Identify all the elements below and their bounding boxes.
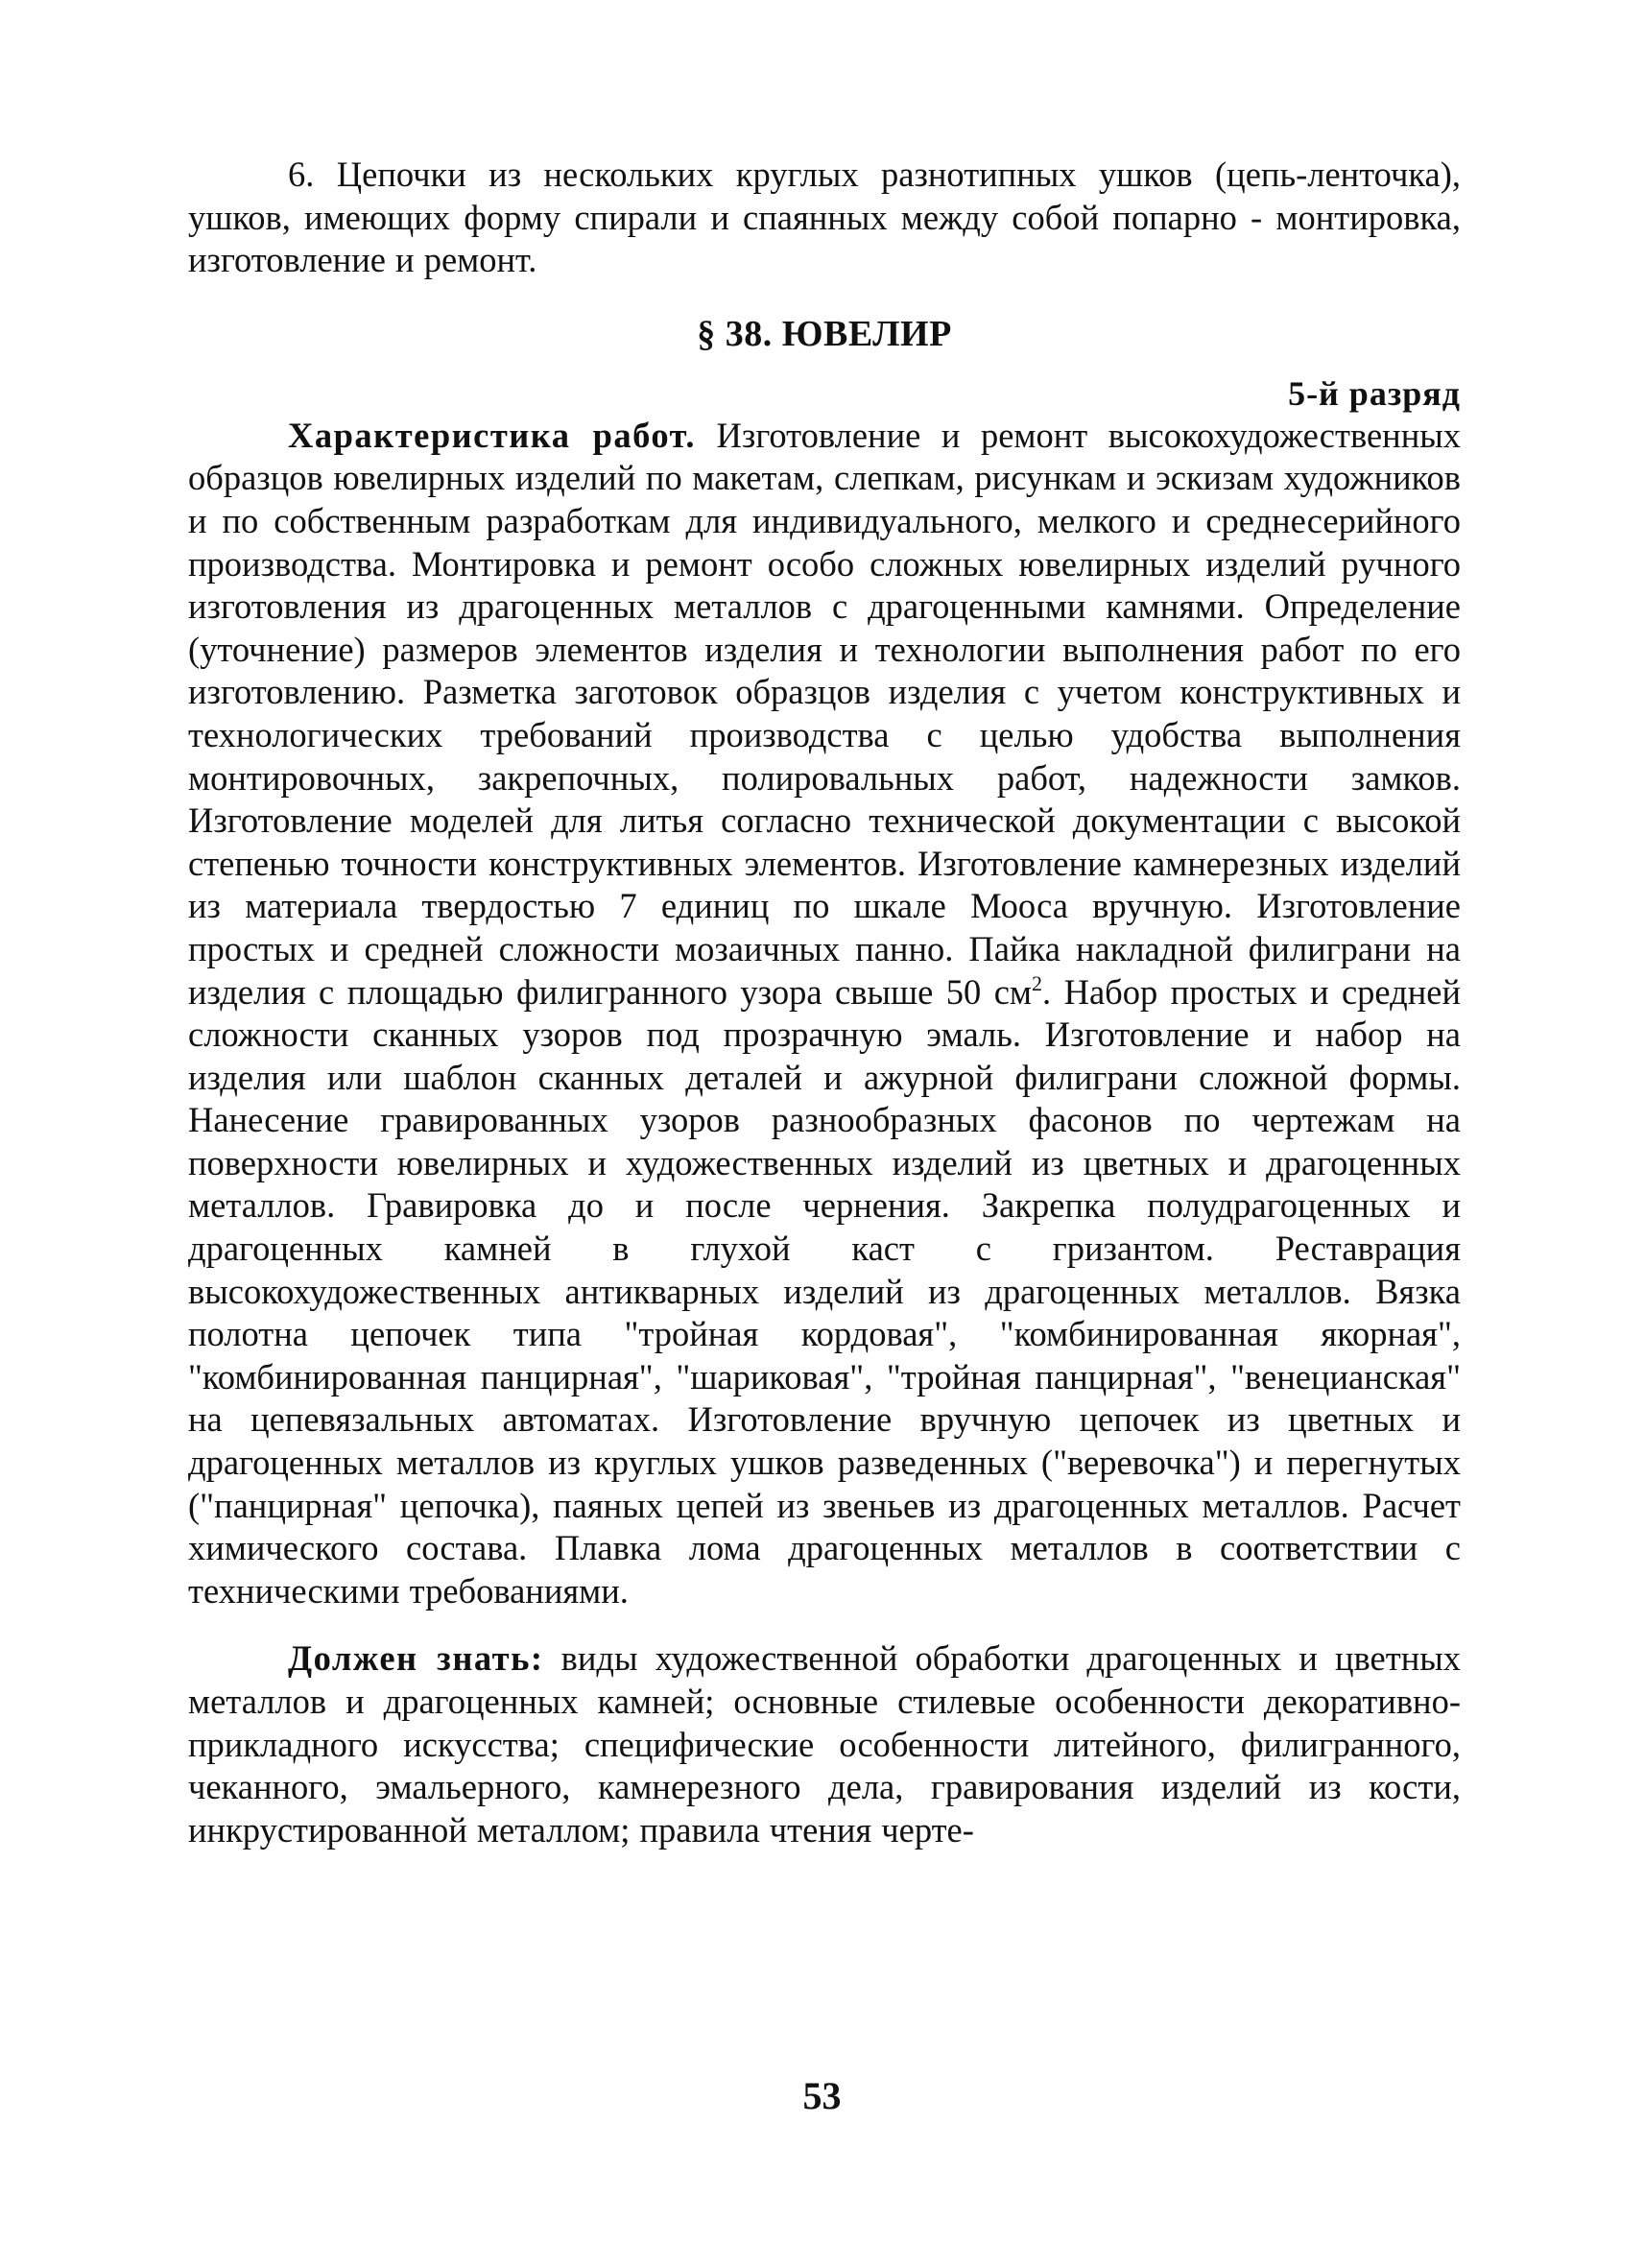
work-characteristics-label: Характеристика работ. <box>288 415 696 455</box>
paragraph-6: 6. Цепочки из нескольких круглых разнотипных ушков (цепь-ленточка), ушков, имеющих форму спирали и спаянных между собой попарно - монтировка, изготовление и ремонт. <box>188 155 1461 280</box>
page-content <box>188 154 1461 1851</box>
work-characteristics-paragraph <box>188 415 1461 1613</box>
must-know-label: Должен знать: <box>288 1638 544 1679</box>
square-superscript: 2 <box>1032 970 1042 995</box>
work-characteristics-text: Изготовление и ремонт высокохудожественных образцов ювелирных изделий по макетам, слепкам, рисункам и эскизам художников и по собственным разработкам для индивидуального, мелкого и среднесерийного производства. Монтировка и ремонт особо сложных ювелирных изделий ручного изготовления из драгоценных металлов с драгоценными камнями. Определение (уточнение) размеров элементов изделия и технологии выполнения работ по его изготовлению. Разметка заготовок образцов изделия с учетом конструктивных и технологических требований производства с целью удобства выполнения монтировочных, закрепочных, полировальных работ, надежности замков. Изготовление моделей для литья согласно технической документации с высокой степенью точности конструктивных элементов. Изготовление камнерезных изделий из материала твердостью 7 единиц по шкале Мооса вручную. Изготовление простых и средней сложности мозаичных панно. Пайка накладной филиграни на изделия с площадью филигранного узора свыше 50 см <box>188 415 1462 1012</box>
must-know-paragraph <box>188 1637 1461 1851</box>
page-number: 53 <box>802 2074 842 2117</box>
must-know-text: виды художественной обработки драгоценных и цветных металлов и драгоценных камней; основные стилевые особенности декоративно-прикладного искусства; специфические особенности литейного, филигранного, чеканного, эмальерного, камнерезного дела, гравирования изделий из кости, инкрустированной металлом; правила чтения черте- <box>188 1638 1462 1850</box>
grade-label: 5-й разряд <box>1288 373 1461 413</box>
work-characteristics-text-continued: . Набор простых и средней сложности сканных узоров под прозрачную эмаль. Изготовление и набор на изделия или шаблон сканных деталей и ажурной филиграни сложной формы. Нанесение гравированных узоров разнообразных фасонов по чертежам на поверхности ювелирных и художественных изделий из цветных и драгоценных металлов. Гравировка до и после чернения. Закрепка полудрагоценных и драгоценных камней в глухой каст с гризантом. Реставрация высокохудожественных антикварных изделий из драгоценных металлов. Вязка полотна цепочек типа "тройная кордовая", "комбинированная якорная", "комбинированная панцирная", "шариковая", "тройная панцирная", "венецианская" на цепевязальных автоматах. Изготовление вручную цепочек из цветных и драгоценных металлов из круглых ушков разведенных ("веревочка") и перегнутых ("панцирная" цепочка), паяных цепей из звеньев из драгоценных металлов. Расчет химического состава. Плавка лома драгоценных металлов в соответствии с техническими требованиями. <box>188 971 1461 1611</box>
section-title: § 38. ЮВЕЛИР <box>697 313 952 354</box>
